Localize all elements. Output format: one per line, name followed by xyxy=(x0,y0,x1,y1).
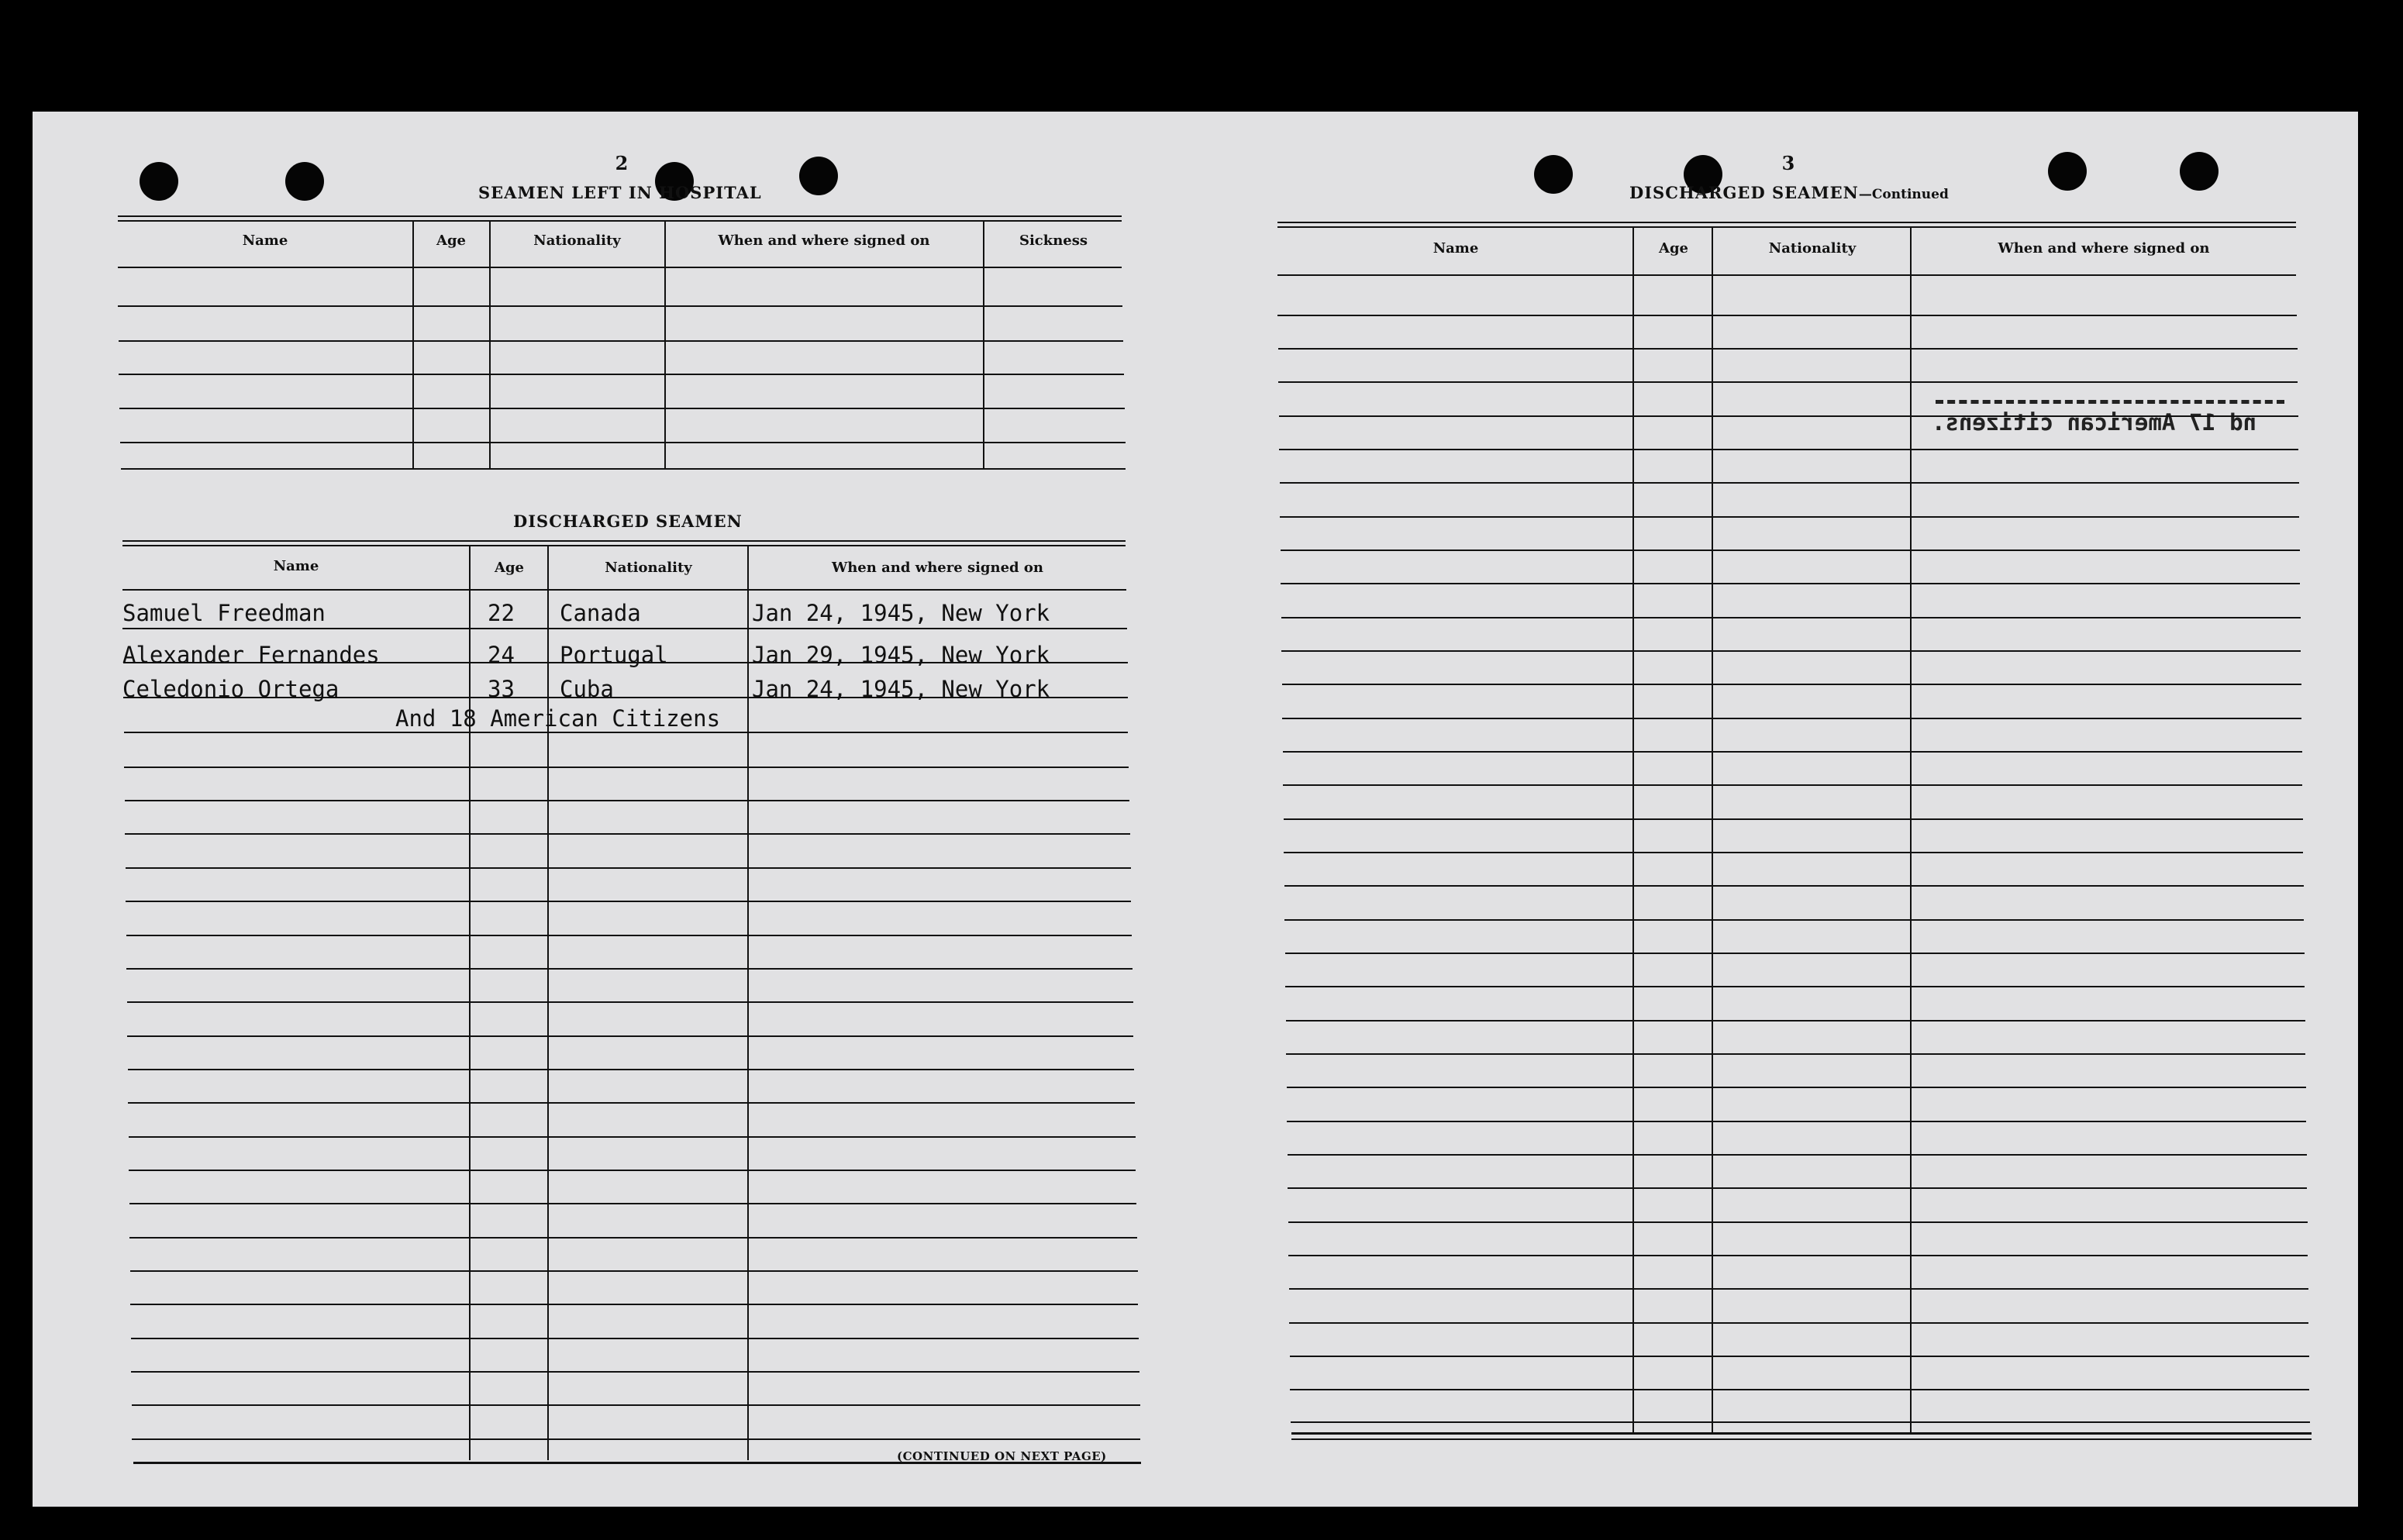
right-row-rule xyxy=(1278,381,2298,383)
left-page-number: 2 xyxy=(615,152,629,174)
offset-mirrored-text: nd 17 American citizens. xyxy=(1932,409,2257,436)
discharged-row-rule xyxy=(128,1102,1135,1104)
hospital-table-top-rule xyxy=(118,215,1122,222)
discharged-header-rule xyxy=(122,589,1126,591)
right-table-bottom-rule xyxy=(1291,1432,2312,1435)
hospital-header-rule xyxy=(118,267,1122,268)
hospital-col-sickness: Sickness xyxy=(1019,233,1088,249)
right-col-divider xyxy=(1712,228,1713,1434)
punch-hole xyxy=(2048,152,2087,191)
right-row-rule xyxy=(1279,415,2298,417)
punch-hole xyxy=(2180,152,2219,191)
document-sheet xyxy=(33,112,2358,1507)
discharged-row-nationality: Cuba xyxy=(560,676,614,702)
discharged-row-rule xyxy=(130,1270,1138,1272)
right-row-rule xyxy=(1282,684,2301,685)
discharged-row-rule xyxy=(129,1170,1136,1171)
right-section-title xyxy=(1629,183,1949,202)
right-row-rule xyxy=(1281,650,2301,652)
discharged-row-rule xyxy=(129,1237,1137,1239)
right-row-rule xyxy=(1291,1421,2310,1423)
right-row-rule xyxy=(1288,1187,2307,1189)
right-col-name: Name xyxy=(1432,240,1479,257)
hospital-row-rule xyxy=(119,374,1124,375)
right-row-rule xyxy=(1281,583,2300,584)
discharged-col-divider xyxy=(469,546,471,1460)
discharged-row-rule xyxy=(132,1438,1140,1440)
discharged-row-name: Alexander Fernandes xyxy=(122,642,380,668)
discharged-row-rule xyxy=(127,1001,1133,1003)
discharged-row-nationality: Portugal xyxy=(560,642,668,668)
discharged-col-divider xyxy=(747,546,749,1460)
discharged-row-age: 33 xyxy=(488,676,515,702)
right-row-rule xyxy=(1277,315,2297,316)
right-row-rule xyxy=(1281,617,2301,618)
hospital-row-rule xyxy=(119,340,1123,342)
right-header-rule xyxy=(1277,274,2296,276)
discharged-row-rule xyxy=(131,1371,1139,1373)
right-row-rule xyxy=(1283,751,2302,753)
continued-footer: (CONTINUED ON NEXT PAGE) xyxy=(897,1449,1107,1463)
right-page-number: 3 xyxy=(1781,152,1795,174)
discharged-row-rule xyxy=(129,1203,1136,1204)
discharged-row-rule xyxy=(132,1404,1140,1406)
right-row-rule xyxy=(1285,986,2305,987)
discharged-row-rule xyxy=(125,800,1129,801)
discharged-row-rule xyxy=(125,833,1130,835)
discharged-row-rule xyxy=(126,867,1131,869)
discharged-col-signed-on: When and where signed on xyxy=(832,560,1043,576)
hospital-row-rule xyxy=(121,468,1126,470)
discharged-row-age: 22 xyxy=(488,600,515,626)
right-row-rule xyxy=(1287,1121,2306,1122)
right-row-rule xyxy=(1279,449,2298,450)
right-row-rule xyxy=(1286,1020,2305,1021)
right-row-rule xyxy=(1285,953,2305,954)
right-row-rule xyxy=(1288,1255,2308,1256)
hospital-col-divider xyxy=(664,220,666,468)
right-row-rule xyxy=(1290,1389,2309,1390)
discharged-row-rule xyxy=(123,697,1128,698)
hospital-row-rule xyxy=(118,305,1122,307)
right-col-signed-on: When and where signed on xyxy=(1998,240,2210,257)
discharged-row-age: 24 xyxy=(488,642,515,668)
right-row-rule xyxy=(1290,1356,2309,1357)
hospital-col-age: Age xyxy=(436,233,466,249)
right-row-rule xyxy=(1280,516,2299,518)
right-row-rule xyxy=(1284,852,2303,853)
punch-hole xyxy=(799,157,838,195)
hospital-row-rule xyxy=(119,408,1125,409)
right-col-divider xyxy=(1632,228,1634,1434)
right-col-divider xyxy=(1910,228,1912,1434)
hospital-col-nationality: Nationality xyxy=(533,233,621,249)
right-row-rule xyxy=(1281,550,2300,551)
right-row-rule xyxy=(1284,818,2303,820)
discharged-row-rule xyxy=(124,732,1128,733)
discharged-table-top-rule xyxy=(122,540,1126,546)
discharged-row-signed-on: Jan 24, 1945, New York xyxy=(752,676,1050,702)
discharged-row-rule xyxy=(126,935,1132,936)
discharged-row-rule xyxy=(129,1136,1136,1138)
hospital-col-name: Name xyxy=(242,233,288,249)
right-table-bottom-rule xyxy=(1291,1438,2312,1440)
discharged-row-nationality: Canada xyxy=(560,600,641,626)
discharged-col-nationality: Nationality xyxy=(605,560,692,576)
discharged-row-signed-on: Jan 24, 1945, New York xyxy=(752,600,1050,626)
right-col-nationality: Nationality xyxy=(1768,240,1857,257)
discharged-row-rule xyxy=(124,767,1129,768)
hospital-row-rule xyxy=(120,442,1126,443)
right-row-rule xyxy=(1284,885,2304,887)
hospital-section-title: SEAMEN LEFT IN HOSPITAL xyxy=(478,183,762,202)
hospital-col-divider xyxy=(983,220,984,468)
punch-hole xyxy=(1534,155,1573,194)
discharged-row-rule xyxy=(126,968,1133,970)
right-row-rule xyxy=(1278,348,2298,350)
right-row-rule xyxy=(1289,1288,2308,1290)
discharged-row-name: Samuel Freedman xyxy=(122,600,326,626)
right-section-title-suffix: —Continued xyxy=(1858,187,1949,202)
discharged-row-name: Celedonio Ortega xyxy=(122,676,340,702)
american-citizens-note: And 18 American Citizens xyxy=(395,705,721,732)
discharged-col-name: Name xyxy=(273,558,319,574)
right-section-title-main: DISCHARGED SEAMEN xyxy=(1629,183,1859,202)
hospital-col-divider xyxy=(412,220,414,468)
punch-hole xyxy=(140,162,178,201)
discharged-col-age: Age xyxy=(494,560,524,576)
right-row-rule xyxy=(1282,718,2301,719)
hospital-col-signed-on: When and where signed on xyxy=(718,233,930,249)
discharged-col-divider xyxy=(547,546,549,1460)
discharged-row-rule xyxy=(127,1035,1133,1037)
right-table-top-rule xyxy=(1277,222,2296,228)
right-row-rule xyxy=(1284,919,2304,921)
right-col-age: Age xyxy=(1658,240,1688,257)
punch-hole xyxy=(285,162,324,201)
right-row-rule xyxy=(1288,1154,2307,1156)
discharged-row-rule xyxy=(131,1338,1139,1339)
discharged-row-rule xyxy=(122,628,1127,629)
discharged-row-rule xyxy=(128,1069,1134,1070)
discharged-row-rule xyxy=(126,901,1131,902)
right-row-rule xyxy=(1288,1221,2308,1223)
right-row-rule xyxy=(1287,1087,2306,1088)
discharged-section-title: DISCHARGED SEAMEN xyxy=(513,512,743,531)
hospital-col-divider xyxy=(489,220,491,468)
right-row-rule xyxy=(1280,482,2299,484)
right-row-rule xyxy=(1283,784,2302,786)
right-row-rule xyxy=(1286,1053,2305,1055)
offset-dash-row xyxy=(1936,400,2284,404)
discharged-row-rule xyxy=(130,1304,1138,1305)
discharged-row-signed-on: Jan 29, 1945, New York xyxy=(752,642,1050,668)
right-row-rule xyxy=(1289,1322,2308,1324)
discharged-row-rule xyxy=(123,662,1128,663)
